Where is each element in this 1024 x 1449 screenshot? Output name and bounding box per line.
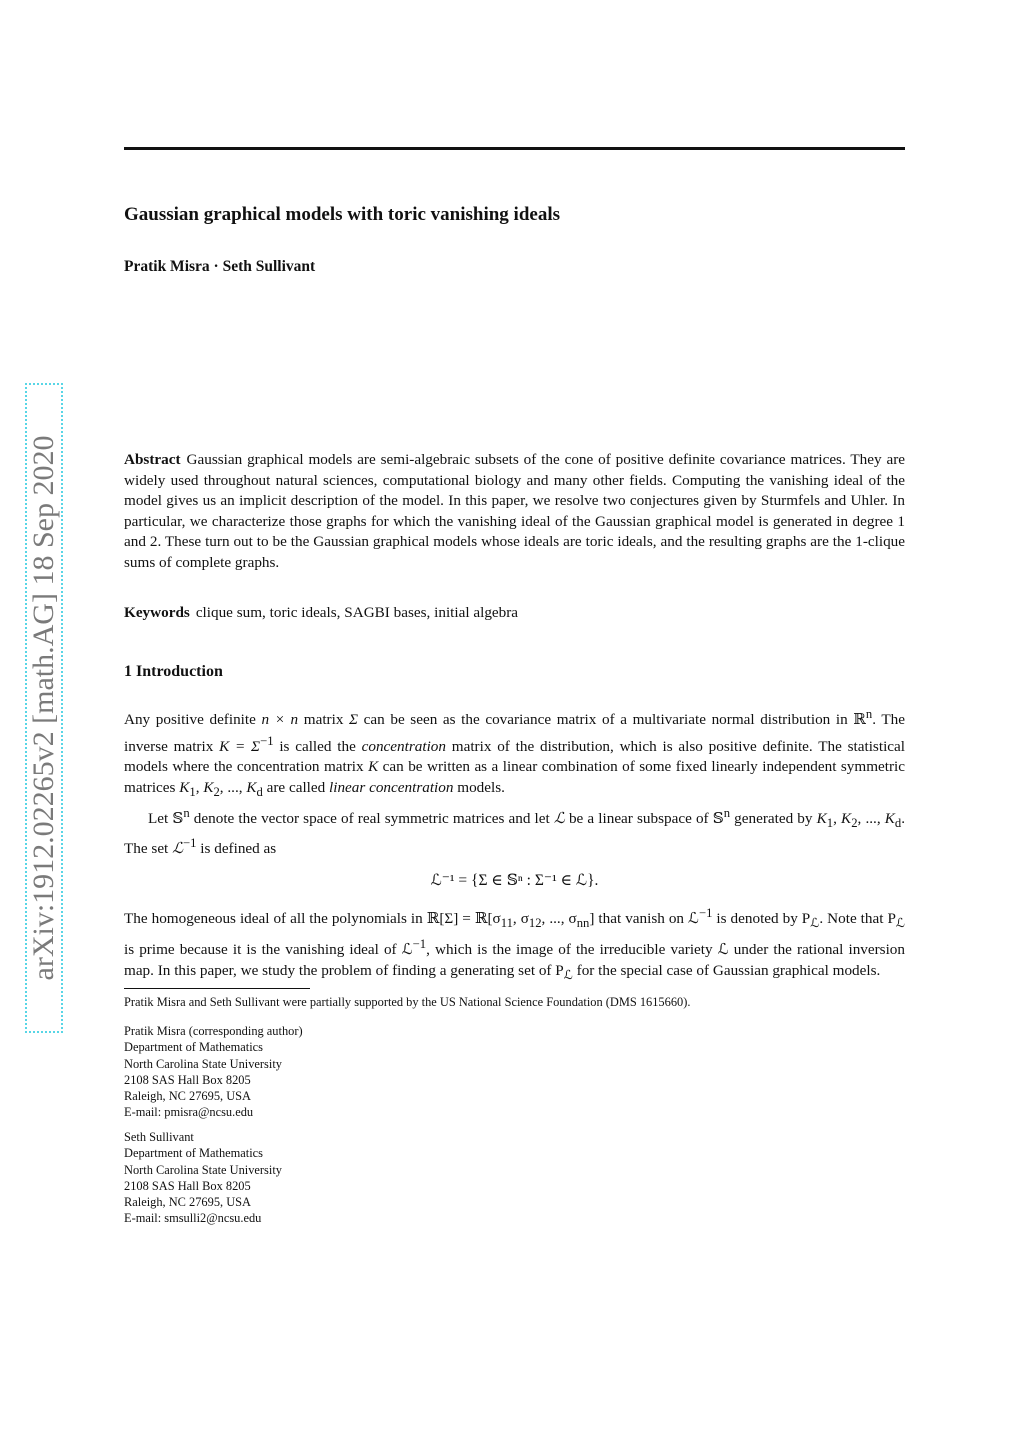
address-line: Department of Mathematics [124,1146,264,1161]
display-equation: ℒ⁻¹ = {Σ ∈ 𝕊ⁿ : Σ⁻¹ ∈ ℒ}. [430,871,599,889]
address-line: Seth Sullivant [124,1130,194,1144]
keywords-text: clique sum, toric ideals, SAGBI bases, initial algebra [195,604,519,621]
paper-title: Gaussian graphical models with toric vanishing ideals [124,204,561,225]
intro-paragraph-2: Let 𝕊$^n$ denote the vector space of real symmetric matrices and let ℒ be a linear subspace of 𝕊$^n$ generated by $K_1$, $K_2$, ..., $K_d$. The set ℒ$^{-1}$ is defined as [124,805,906,858]
address-email: E-mail: smsulli2@ncsu.edu [124,1211,262,1226]
address-line: Raleigh, NC 27695, USA [124,1089,252,1104]
address-line: North Carolina State University [124,1162,282,1177]
footnote-rule [124,988,310,989]
funding-footnote: Pratik Misra and Seth Sullivant were partially supported by the US National Science Foundation (DMS 1615660). [124,995,691,1009]
address-line: North Carolina State University [124,1056,282,1071]
address-line: Raleigh, NC 27695, USA [124,1195,252,1210]
abstract-text: Gaussian graphical models are semi-algebraic subsets of the cone of positive definite covariance matrices. They are widely used throughout natural sciences, computational biology and many other fields. Computing the vanishing ideal of the model gives us an implicit description of the model. In this paper, we resolve two conjectures given by Sturmfels and Uhler. In particular, we characterize those graphs for which the vanishing ideal of the Gaussian graphical model is generated in degree 1 and 2. These turn out to be the Gaussian graphical models whose ideals are toric ideals, and the resulting graphs are the 1-clique sums of complete graphs. [124,451,905,571]
address-email: E-mail: pmisra@ncsu.edu [124,1105,254,1120]
author-list: Pratik Misra · Seth Sullivant [124,258,316,275]
address-line: Pratik Misra (corresponding author) [124,1024,303,1038]
address-line: 2108 SAS Hall Box 8205 [124,1072,251,1087]
top-rule [124,147,905,150]
address-line: 2108 SAS Hall Box 8205 [124,1178,251,1193]
section-heading: 1 Introduction [124,663,223,680]
keywords-label: Keywords [124,604,190,621]
keywords [124,604,905,622]
arxiv-identifier: arXiv:1912.02265v2 [math.AG] 18 Sep 2020 [27,435,60,981]
author-1-address [124,1023,303,1121]
address-line: Department of Mathematics [124,1040,264,1055]
introduction-body [124,704,905,985]
author-2-address [124,1129,282,1227]
intro-paragraph-3: The homogeneous ideal of all the polynomials in ℝ[Σ] = $ℝ[\sigma_{11}$, $\sigma_{12}$, ..., $\sigma_{nn}$] that vanish on ℒ$^{-1}$ is denoted by $P_ℒ$. Note that $P_ℒ$ is prime because it is the vanishing ideal of ℒ$^{-1}$, which is the image of the irreducible variety ℒ under the rational inversion map. In this paper, we study the problem of finding a generating set of $P_ℒ$ for the special case of Gaussian graphical models. [124,906,906,982]
abstract-label: Abstract [124,451,181,468]
abstract [124,450,905,574]
intro-paragraph-1: Any positive definite n × n matrix Σ can be seen as the covariance matrix of a multivariate normal distribution in ℝ$^n$. The inverse matrix $K = \Sigma^{-1}$ is called the concentration matrix of the distribution, which is also positive definite. The statistical models where the concentration matrix K can be written as a linear combination of some fixed linearly independent symmetric matrices $K_1$, $K_2$, ..., $K_d$ are called linear concentration models. [124,707,906,799]
